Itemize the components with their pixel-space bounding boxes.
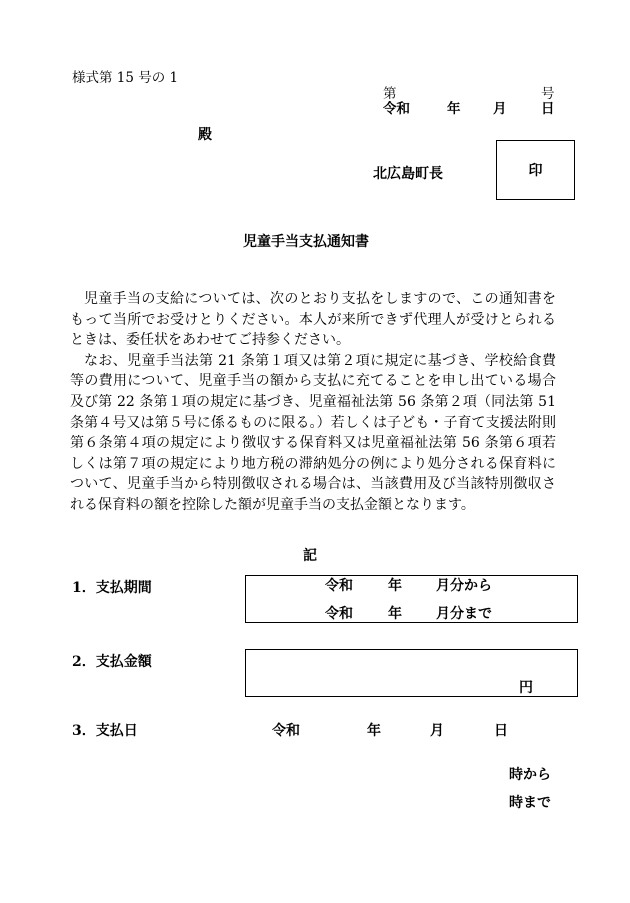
period-to-month: 月分まで <box>436 606 492 622</box>
payday-time-to: 時まで <box>509 795 551 811</box>
payday-time-from: 時から <box>509 767 551 783</box>
payday-month: 月 <box>430 723 444 739</box>
amount-box <box>245 649 578 697</box>
notice-paragraph-2: なお、児童手当法第 21 条第１項又は第２項に規定に基づき、学校給食費等の費用について、児童手当の額から支払に充てることを申し出ている場合及び第 22 条第１項の規定に基づき、児童福祉法第 56 条第２項（同法第 51 条第４号又は第５号に係るものに限る。）若しくは子ども・子育て支援法附則第６条第４項の規定により徴収する保育料又は児童福祉法第 56 条第６項若しくは第７項の規定により地方税の滞納処分の例により処分される保育料について、児童手当から特別徴収される場合は、当該費用及び当該特別徴収される保育料の額を控除した額が児童手当の支払金額となります。 <box>70 352 556 513</box>
period-box <box>245 575 578 623</box>
period-from-year: 年 <box>388 578 402 594</box>
issue-date-day: 日 <box>541 101 555 117</box>
document-number-suffix: 号 <box>541 86 555 102</box>
period-from-era: 令和 <box>325 578 353 594</box>
issue-date-era: 令和 <box>383 101 410 117</box>
seal-label: 印 <box>528 163 543 179</box>
issuer-name: 北広島町長 <box>373 166 443 182</box>
notice-body <box>70 289 556 516</box>
period-to-era: 令和 <box>325 606 353 622</box>
seal-box <box>496 140 575 200</box>
ki-heading: 記 <box>303 548 317 564</box>
document-title: 児童手当支払通知書 <box>243 234 369 250</box>
amount-label: 2．支払金額 <box>72 654 152 670</box>
document-number-label: 第 <box>383 86 397 102</box>
period-label: 1．支払期間 <box>72 580 152 596</box>
issue-date-year: 年 <box>447 101 461 117</box>
payday-label: 3．支払日 <box>72 723 138 739</box>
addressee-suffix: 殿 <box>198 127 212 143</box>
payday-year: 年 <box>367 723 381 739</box>
period-from-month: 月分から <box>436 578 492 594</box>
form-number: 様式第 15 号の 1 <box>72 70 179 86</box>
payday-era: 令和 <box>272 723 300 739</box>
issue-date-month: 月 <box>493 101 507 117</box>
payday-day: 日 <box>494 723 508 739</box>
amount-unit: 円 <box>519 680 533 696</box>
period-to-year: 年 <box>388 606 402 622</box>
notice-paragraph-1: 児童手当の支給については、次のとおり支払をしますので、この通知書をもって当所でお受けとりください。本人が来所できず代理人が受けとられるときは、委任状をあわせてご持参ください。 <box>70 291 556 349</box>
